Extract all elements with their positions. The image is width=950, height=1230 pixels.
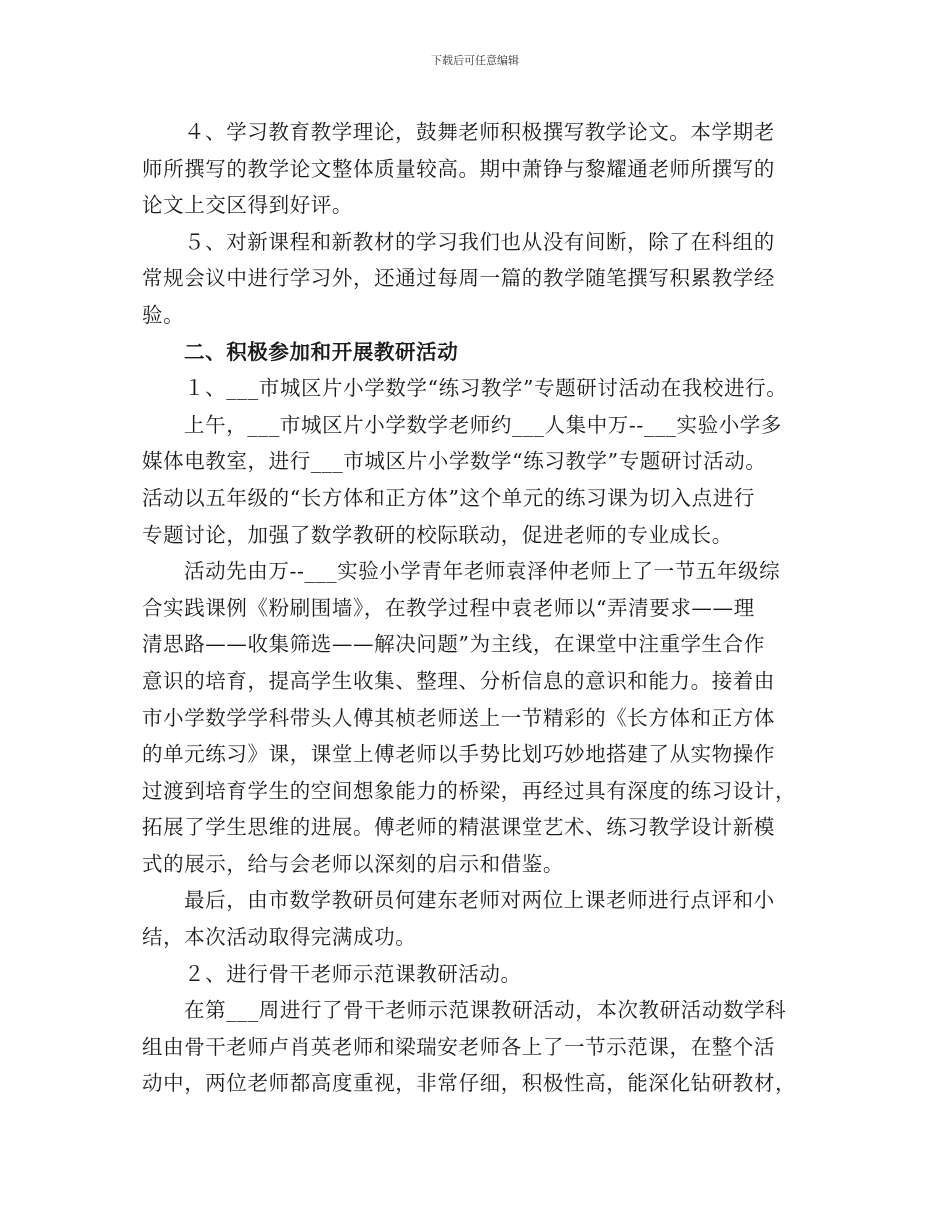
paragraph <box>142 956 822 993</box>
text-line: 的单元练习》课，课堂上傅老师以手势比划巧妙地搭建了从实物操作 <box>142 742 775 767</box>
text-line: ２、进行骨干老师示范课教研活动。 <box>184 961 522 986</box>
section-heading <box>142 334 822 371</box>
text-line: 组由骨干老师卢肖英老师和梁瑞安老师各上了一节示范课，在整个活 <box>142 1034 775 1059</box>
text-line: 动中，两位老师都高度重视，非常仔细，积极性高，能深化钻研教材， <box>142 1071 797 1096</box>
text-line: ４、学习教育教学理论，鼓舞老师积极撰写教学论文。本学期老 <box>184 120 775 144</box>
text-line: 合实践课例《粉刷围墙》，在教学过程中袁老师以“弄清要求——理 <box>142 595 755 620</box>
paragraph <box>142 370 822 407</box>
text-line: 清思路——收集筛选——解决问题”为主线，在课堂中注重学生合作 <box>142 632 765 657</box>
paragraph <box>142 992 822 1102</box>
paragraph <box>142 553 822 882</box>
paragraph <box>142 224 822 334</box>
document-body <box>142 114 822 1102</box>
text-line: 师所撰写的教学论文整体质量较高。期中萧铮与黎耀通老师所撰写的 <box>142 156 775 181</box>
text-line: 过渡到培育学生的空间想象能力的桥梁，再经过具有深度的练习设计， <box>142 778 797 803</box>
text-line: 活动以五年级的“长方体和正方体”这个单元的练习课为切入点进行 <box>142 485 755 510</box>
text-line: １、___市城区片小学数学“练习教学”专题研讨活动在我校进行。 <box>184 376 788 401</box>
text-line: ５、对新课程和新教材的学习我们也从没有间断，除了在科组的 <box>184 229 775 254</box>
paragraph <box>142 114 822 224</box>
text-line: 式的展示，给与会老师以深刻的启示和借鉴。 <box>142 851 564 876</box>
text-line: 拓展了学生思维的进展。傅老师的精湛课堂艺术、练习教学设计新模 <box>142 815 775 840</box>
text-line: 在第___周进行了骨干老师示范课教研活动，本次教研活动数学科 <box>184 998 787 1023</box>
text-line: 二、积极参加和开展教研活动 <box>184 339 459 364</box>
text-line: 上午，___市城区片小学数学老师约___人集中万--___实验小学多 <box>184 412 783 437</box>
text-line: 结，本次活动取得完满成功。 <box>142 925 417 950</box>
text-line: 常规会议中进行学习外，还通过每周一篇的教学随笔撰写积累教学经 <box>142 266 775 291</box>
page-header: 下载后可任意编辑 <box>431 54 519 67</box>
text-line: 验。 <box>142 302 185 327</box>
text-line: 专题讨论，加强了数学教研的校际联动，促进老师的专业成长。 <box>142 522 733 547</box>
text-line: 意识的培育，提高学生收集、整理、分析信息的意识和能力。接着由 <box>142 668 775 693</box>
paragraph <box>142 407 822 553</box>
text-line: 活动先由万--___实验小学青年老师袁泽仲老师上了一节五年级综 <box>184 559 781 584</box>
paragraph <box>142 882 822 955</box>
text-line: 市小学数学学科带头人傅其桢老师送上一节精彩的《长方体和正方体 <box>142 705 775 730</box>
text-line: 媒体电教室，进行___市城区片小学数学“练习教学”专题研讨活动。 <box>142 449 767 474</box>
text-line: 论文上交区得到好评。 <box>142 193 353 218</box>
text-line: 最后，由市数学教研员何建东老师对两位上课老师进行点评和小 <box>184 888 775 913</box>
